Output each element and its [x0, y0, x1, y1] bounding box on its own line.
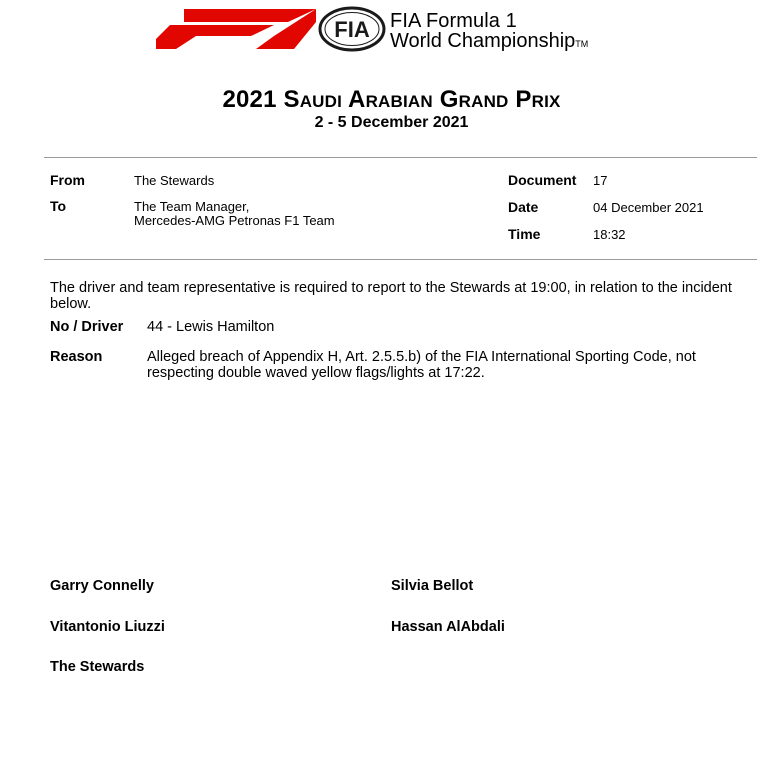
document-label: Document	[508, 172, 577, 188]
reason-label: Reason	[50, 349, 103, 365]
date-value: 04 December 2021	[593, 200, 704, 215]
steward-name: Vitantonio Liuzzi	[50, 619, 165, 635]
reason-text: Alleged breach of Appendix H, Art. 2.5.5.b) of the FIA International Sporting Code, not respecting double waved yellow flags/lights at 17:22.	[147, 349, 696, 381]
to-value-line1: The Team Manager,	[134, 199, 250, 214]
time-value: 18:32	[593, 227, 626, 242]
stewards-closing: The Stewards	[50, 659, 145, 675]
trademark-mark: TM	[575, 39, 589, 49]
intro-text: The driver and team representative is required to report to the Stewards at 19:00, in relation to the incident below.	[50, 280, 732, 312]
fia-logo	[318, 6, 386, 52]
to-label: To	[50, 198, 67, 214]
driver-value: 44 - Lewis Hamilton	[147, 319, 275, 335]
f1-logo	[156, 9, 316, 49]
steward-name: Hassan AlAbdali	[391, 619, 505, 635]
time-label: Time	[508, 226, 541, 242]
document-value: 17	[593, 173, 608, 188]
to-value-line2: Mercedes-AMG Petronas F1 Team	[134, 213, 335, 228]
header-organisation-line2	[390, 30, 588, 53]
steward-name: Silvia Bellot	[391, 578, 474, 594]
event-dates: 2 - 5 December 2021	[314, 114, 469, 131]
divider-bottom	[44, 259, 757, 260]
from-label: From	[50, 172, 85, 188]
driver-label: No / Driver	[50, 319, 124, 335]
header-organisation-line2-text: World Championship	[390, 30, 576, 52]
header-organisation-line1: FIA Formula 1	[390, 10, 517, 32]
fia-logo-text: FIA	[334, 17, 370, 42]
date-label: Date	[508, 199, 539, 215]
steward-name: Garry Connelly	[50, 578, 154, 594]
event-title: 2021 Saudi Arabian Grand Prix	[222, 86, 561, 113]
divider-top	[44, 157, 757, 158]
from-value: The Stewards	[134, 173, 215, 188]
